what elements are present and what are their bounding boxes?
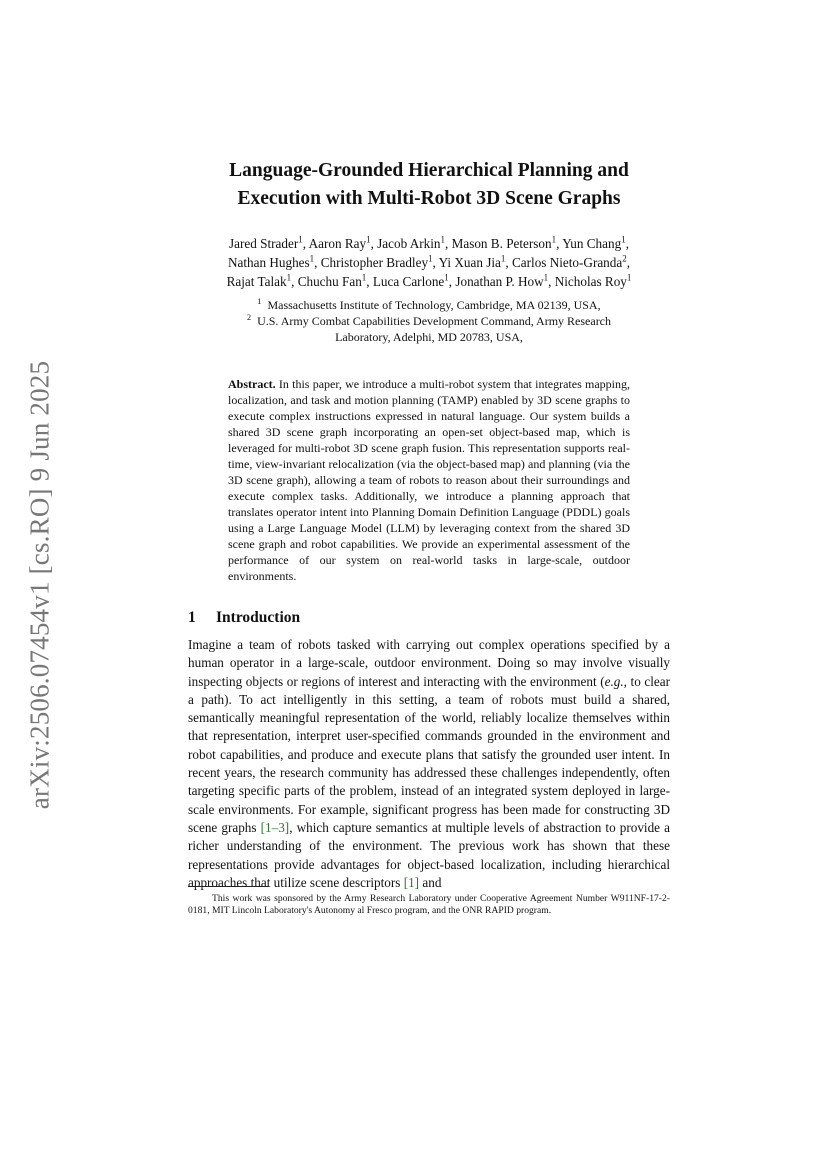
author: Mason B. Peterson	[451, 236, 552, 251]
author: Jacob Arkin	[377, 236, 441, 251]
abstract-label: Abstract.	[228, 377, 276, 391]
author: Yi Xuan Jia	[438, 255, 501, 270]
author: Jared Strader	[229, 236, 299, 251]
author-affiliation-mark: 1	[626, 272, 632, 283]
author: Jonathan P. How	[455, 274, 544, 289]
author: Aaron Ray	[308, 236, 367, 251]
abstract	[228, 376, 630, 584]
footnote: This work was sponsored by the Army Research Laboratory under Cooperative Agreement Number W911NF-17-2-0181, MIT Lincoln Laboratory's Autonomy al Fresco program, and the ONR RAPID program.	[188, 893, 670, 916]
author: Chuchu Fan	[297, 274, 362, 289]
arxiv-id: arXiv:2506.07454v1 [cs.RO] 9 Jun 2025	[24, 360, 55, 810]
author: Rajat Talak	[226, 274, 287, 289]
paper-title	[188, 157, 670, 213]
title-line-2: Execution with Multi-Robot 3D Scene Graphs	[237, 188, 621, 209]
author-list: Jared Strader$^1$, Aaron Ray$^1$, Jacob Arkin$^1$, Mason B. Peterson$^1$, Yun Chang$^1$, Nathan Hughes$^1$, Christopher Bradley$^1$, Yi Xuan Jia$^1$, Carlos Nieto-Granda$^2$, Rajat Talak$^1$, Chuchu Fan$^1$, Luca Carlone$^1$, Jonathan P. How$^1$, Nicholas Roy$^1$	[226, 234, 632, 289]
affiliation-2: $^2$ U.S. Army Combat Capabilities Development Command, Army Research	[246, 313, 612, 328]
author: Nicholas Roy	[554, 274, 627, 289]
section-title: Introduction	[216, 609, 301, 626]
author-affiliation-mark: 1	[298, 234, 303, 245]
author-affiliation-mark: 1	[309, 253, 315, 264]
citation-link[interactable]: [1–3]	[260, 819, 290, 835]
author-affiliation-mark: 1	[500, 253, 506, 264]
citation-link[interactable]: [1]	[403, 874, 420, 890]
author-affiliation-mark: 1	[543, 272, 549, 283]
author: Carlos Nieto-Granda	[512, 255, 623, 270]
author: Luca Carlone	[372, 274, 445, 289]
affiliation-2-cont: Laboratory, Adelphi, MD 20783, USA,	[335, 330, 523, 344]
author: Nathan Hughes	[227, 255, 310, 270]
author-affiliation-mark: 1	[286, 272, 292, 283]
author-affiliation-mark: 1	[361, 272, 367, 283]
author-affiliation-mark: 1	[366, 234, 371, 245]
author: Yun Chang	[562, 236, 622, 251]
author-affiliation-mark: 1	[444, 272, 449, 283]
affiliation-1: $^1$ Massachusetts Institute of Technology, Cambridge, MA 02139, USA,	[257, 297, 601, 312]
footnote-rule	[188, 886, 268, 887]
author-affiliation-mark: 1	[428, 253, 433, 264]
author-affiliation-mark: 1	[440, 234, 446, 245]
title-line-1: Language-Grounded Hierarchical Planning and	[229, 160, 629, 181]
author-affiliation-mark: 2	[622, 253, 627, 264]
section-number: 1	[188, 609, 196, 626]
author: Christopher Bradley	[320, 255, 429, 270]
section-heading	[188, 609, 300, 627]
arxiv-sidebar-stamp	[20, 350, 60, 820]
abstract-text: In this paper, we introduce a multi-robot system that integrates mapping, localization, and task and motion planning (TAMP) enabled by 3D scene graphs to execute complex instructions expressed in natural language. Our system builds a shared 3D scene graph incorporating an open-set object-based map, which is leveraged for multi-robot 3D scene graph fusion. This representation supports real-time, view-invariant relocalization (via the object-based map) and planning (via the 3D scene graph), allowing a team of robots to reason about their surroundings and execute complex tasks. Additionally, we introduce a planning approach that translates operator intent into Planning Domain Definition Language (PDDL) goals using a Large Language Model (LLM) by leveraging context from the shared 3D scene graph and robot capabilities. We provide an experimental assessment of the performance of our system on real-world tasks in large-scale, outdoor environments.	[228, 377, 630, 583]
intro-paragraph: Imagine a team of robots tasked with carrying out complex operations specified by a human operator in a large-scale, outdoor environment. Doing so may involve visually inspecting objects or regions of interest and interacting with the environment (e.g., to clear a path). To act intelligently in this setting, a team of robots must build a shared, semantically meaningful representation of the world, reliably localize themselves within that representation, interpret user-specified commands grounded in the environment and robot capabilities, and produce and execute plans that satisfy the grounded user intent. In recent years, the research community has addressed these challenges independently, often targeting specific parts of the problem, instead of an integrated system deployed in large-scale environments. For example, significant progress has been made for constructing 3D scene graphs [1–3], which capture semantics at multiple levels of abstraction to provide a richer understanding of the environment. The previous work has shown that these representations provide advantages for object-based localization, including hierarchical approaches that utilize scene descriptors [1] and	[188, 637, 670, 890]
author-affiliation-mark: 1	[621, 234, 626, 245]
affiliations	[188, 297, 670, 345]
author-affiliation-mark: 1	[551, 234, 557, 245]
